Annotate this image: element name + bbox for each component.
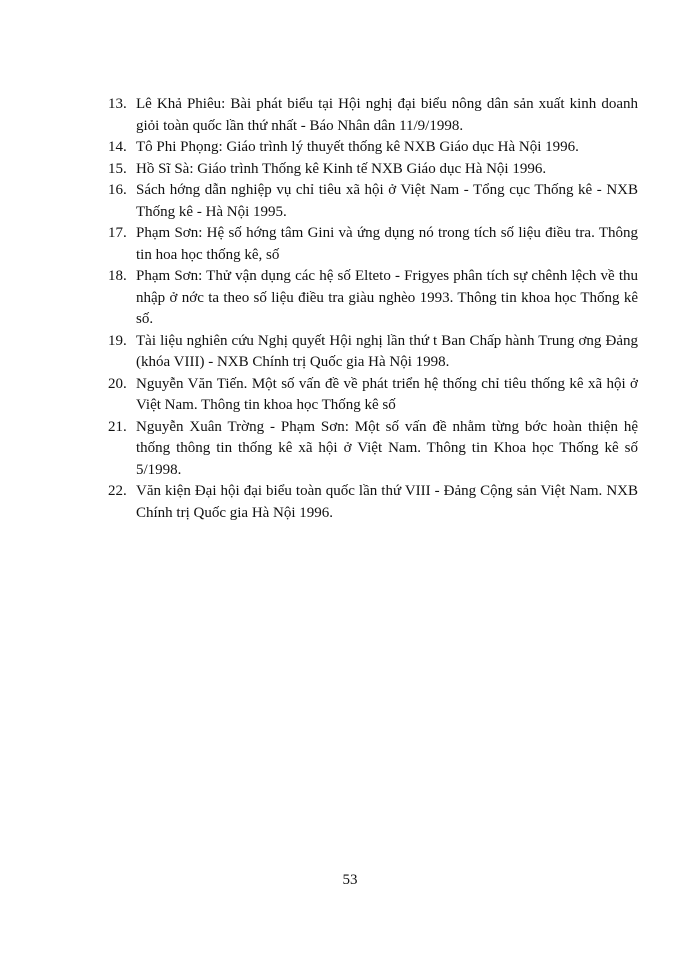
- reference-text: Phạm Sơn: Thử vận dụng các hệ số Elteto - Frigyes phân tích sự chênh lệch về thu nhập ở nớc ta theo số liệu điều tra giàu nghèo 1993. Thông tin khoa học Thống kê số.: [136, 268, 638, 327]
- reference-item: [108, 374, 638, 417]
- reference-item: [108, 481, 638, 524]
- reference-text: Phạm Sơn: Hệ số hớng tâm Gini và ứng dụng nó trong tích số liệu điều tra. Thông tin hoa học thống kê, số: [136, 225, 638, 263]
- reference-number: 19.: [108, 332, 127, 349]
- reference-text: Nguyễn Xuân Trờng - Phạm Sơn: Một số vấn đề nhằm từng bớc hoàn thiện hệ thống thông tin thống kê xã hội ở Việt Nam. Thông tin Khoa học Thống kê số 5/1998.: [136, 418, 638, 478]
- reference-item: [108, 223, 638, 266]
- reference-text: Văn kiện Đại hội đại biểu toàn quốc lần thứ VIII - Đảng Cộng sản Việt Nam. NXB Chính trị Quốc gia Hà Nội 1996.: [136, 483, 638, 521]
- reference-number: 20.: [108, 375, 127, 392]
- reference-number: 22.: [108, 483, 127, 499]
- reference-item: [108, 159, 638, 181]
- reference-item: [108, 94, 638, 137]
- reference-item: [108, 137, 638, 159]
- reference-item: [108, 331, 638, 374]
- reference-number: 16.: [108, 182, 127, 198]
- reference-text: Tô Phi Phọng: Giáo trình lý thuyết thống kê NXB Giáo dục Hà Nội 1996.: [136, 139, 579, 155]
- page-number: 53: [342, 872, 358, 888]
- reference-item: [108, 266, 638, 331]
- reference-text: Tài liệu nghiên cứu Nghị quyết Hội nghị lần thứ t Ban Chấp hành Trung ơng Đảng (khóa VIII) - NXB Chính trị Quốc gia Hà Nội 1998.: [136, 332, 638, 370]
- reference-text: Lê Khả Phiêu: Bài phát biểu tại Hội nghị đại biểu nông dân sản xuất kinh doanh giỏi toàn quốc lần thứ nhất - Báo Nhân dân 11/9/1998.: [136, 96, 638, 134]
- reference-number: 21.: [108, 418, 127, 435]
- reference-text: Hồ Sĩ Sà: Giáo trình Thống kê Kinh tế NXB Giáo dục Hà Nội 1996.: [136, 160, 547, 177]
- reference-number: 13.: [108, 96, 127, 112]
- reference-item: [108, 180, 638, 223]
- reference-number: 15.: [108, 160, 127, 177]
- reference-text: Nguyễn Văn Tiến. Một số vấn đề về phát triển hệ thống chỉ tiêu thống kê xã hội ở Việt Nam. Thông tin khoa học Thống kê số: [136, 375, 638, 413]
- reference-number: 18.: [108, 268, 127, 284]
- reference-item: [108, 417, 638, 482]
- reference-list: [108, 94, 638, 524]
- reference-number: 14.: [108, 139, 127, 155]
- reference-text: Sách hớng dẫn nghiệp vụ chỉ tiêu xã hội ở Việt Nam - Tổng cục Thống kê - NXB Thống kê - Hà Nội 1995.: [136, 182, 638, 220]
- reference-number: 17.: [108, 225, 127, 241]
